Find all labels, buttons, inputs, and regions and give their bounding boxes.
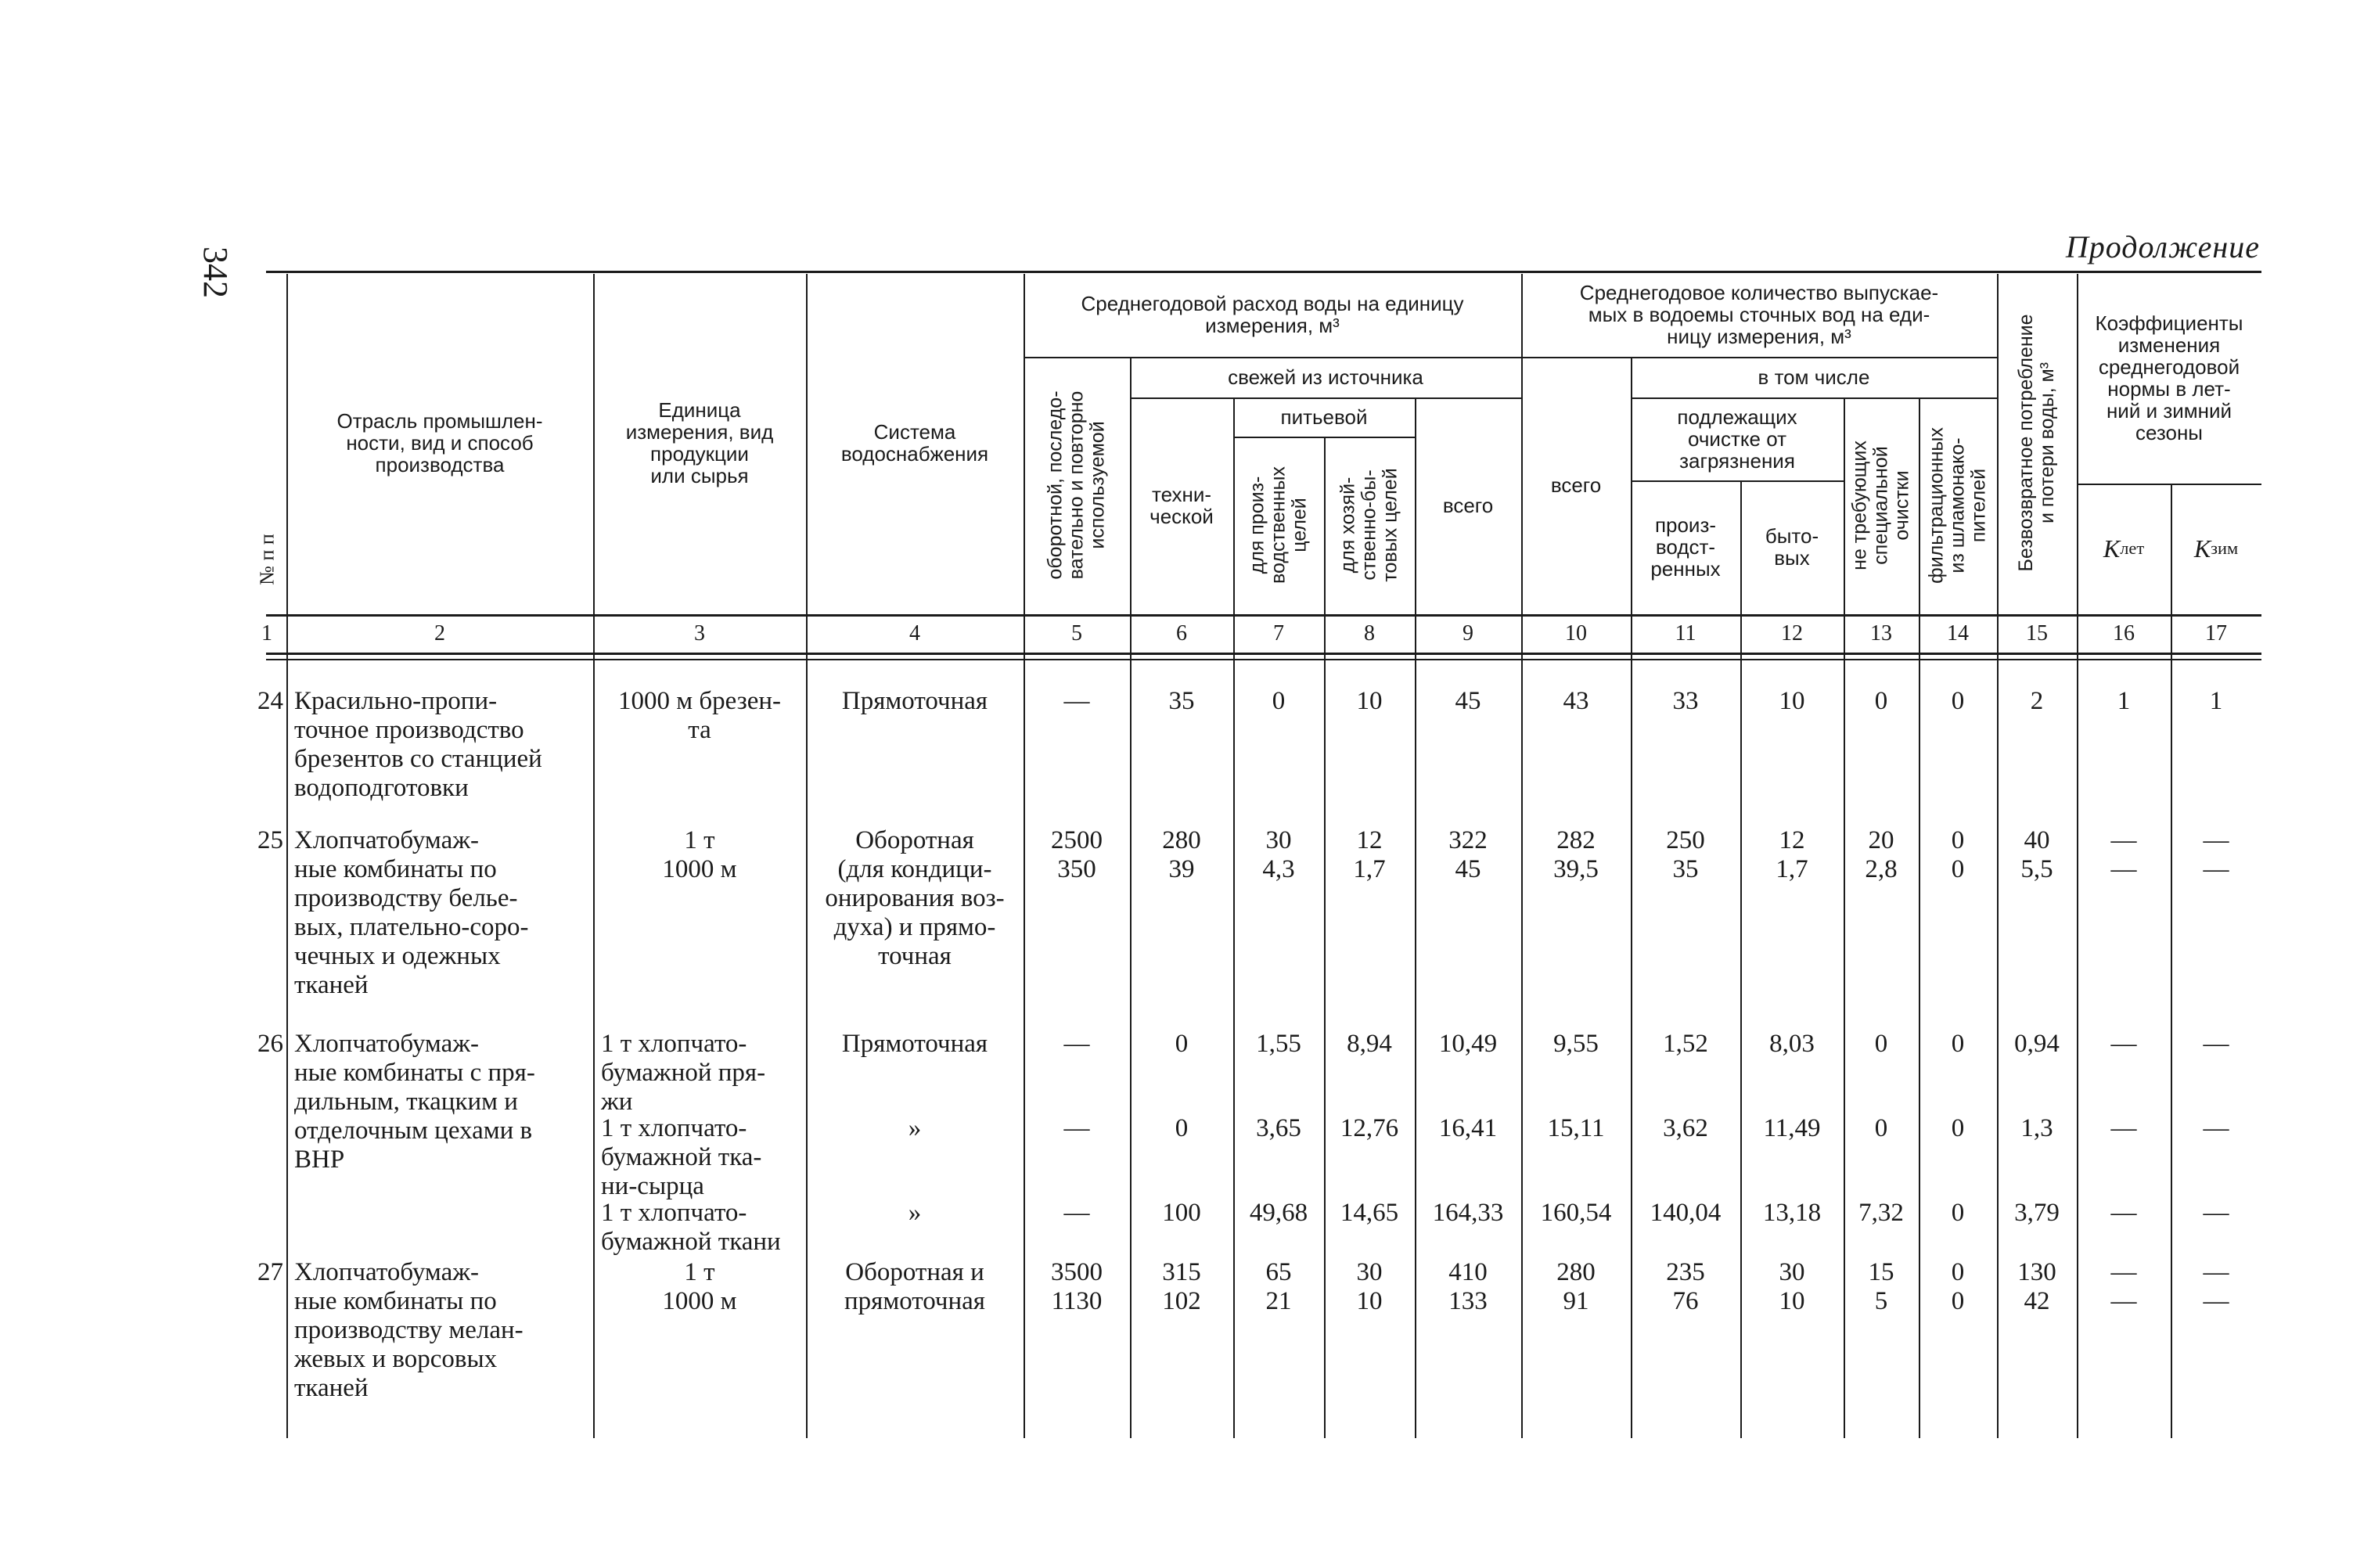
colnum-bottom-rule: [266, 653, 2261, 655]
column-rule: [593, 274, 595, 1438]
value-filtration: 0: [1951, 1199, 1965, 1227]
value-irrecoverable: 1,3: [2020, 1114, 2053, 1142]
value-k-winter: — —: [2203, 1258, 2229, 1315]
system-cell: Оборотная и прямоточная: [844, 1258, 985, 1315]
column-number: 11: [1675, 621, 1696, 646]
value-k-winter: —: [2203, 1030, 2229, 1058]
value-filtration: 0: [1951, 687, 1965, 715]
value-potable-production: 65 21: [1265, 1258, 1292, 1315]
value-filtration: 0 0: [1951, 826, 1965, 883]
header-rule: [1631, 397, 1997, 399]
row-number: 27: [257, 1258, 283, 1286]
value-potable-household: 10: [1356, 687, 1383, 715]
unit-cell: 1 т хлопчато- бумажной ткани: [601, 1199, 781, 1256]
header-no-treatment-text: не требующих специальной очистки: [1848, 441, 1913, 570]
header-industry: [286, 274, 593, 612]
value-no-treatment: 0: [1874, 1030, 1888, 1058]
column-rule: [1233, 399, 1235, 1438]
value-discharge-total: 15,11: [1547, 1114, 1605, 1142]
header-k-winter: [2171, 485, 2261, 612]
header-potable-household-text: для хозяй- ственно-бы- товых целей: [1337, 468, 1401, 582]
row-number: 26: [257, 1030, 283, 1058]
k-summer-letter: K: [2103, 534, 2121, 563]
header-treatment-group: [1631, 399, 1844, 479]
header-unit: [593, 274, 806, 612]
column-rule: [1740, 482, 1742, 1438]
system-cell: Прямоточная: [841, 1030, 988, 1058]
k-winter-letter: K: [2193, 534, 2211, 563]
header-rownum-text: № п п: [255, 534, 279, 585]
value-irrecoverable: 0,94: [2014, 1030, 2060, 1058]
value-no-treatment: 0: [1874, 687, 1888, 715]
value-potable-household: 30 10: [1356, 1258, 1383, 1315]
column-rule: [1415, 399, 1416, 1438]
column-number: 7: [1273, 621, 1284, 646]
header-filtration: [1919, 399, 1997, 612]
k-summer-subscript: лет: [2120, 538, 2145, 558]
column-rule: [1997, 274, 1999, 1438]
value-k-summer: —: [2110, 1030, 2137, 1058]
value-recirculated: —: [1063, 687, 1090, 715]
header-system-text: Система водоснабжения: [840, 420, 989, 466]
value-no-treatment: 0: [1874, 1114, 1888, 1142]
industry-cell: Красильно-пропи- точное производство брезентов со станцией водоподготовки: [294, 687, 542, 802]
column-number: 14: [1947, 621, 1969, 646]
header-potable-production: [1233, 438, 1324, 612]
column-number: 16: [2113, 621, 2135, 646]
value-filtration: 0: [1951, 1030, 1965, 1058]
value-recirculated: —: [1063, 1114, 1090, 1142]
header-discharge-total: [1521, 358, 1631, 612]
value-filtration: 0 0: [1951, 1258, 1965, 1315]
value-filtration: 0: [1951, 1114, 1965, 1142]
value-treatment-household: 10: [1779, 687, 1805, 715]
column-number: 13: [1870, 621, 1892, 646]
header-irrecoverable-text: Безвозвратное потребление и потери воды, м³: [2015, 314, 2058, 572]
value-consumption-total: 10,49: [1438, 1030, 1498, 1058]
value-irrecoverable: 40 5,5: [2020, 826, 2053, 883]
header-system: [806, 274, 1024, 612]
header-technical-text: техни- ческой: [1150, 483, 1214, 528]
header-k-summer: [2077, 485, 2171, 612]
value-no-treatment: 7,32: [1858, 1199, 1904, 1227]
header-consumption-total: [1415, 399, 1521, 612]
value-recirculated: —: [1063, 1030, 1090, 1058]
header-consumption-group: [1024, 274, 1521, 355]
column-number: 8: [1364, 621, 1375, 646]
value-technical: 100: [1162, 1199, 1201, 1227]
header-rule: [1631, 480, 1844, 482]
value-potable-production: 49,68: [1249, 1199, 1308, 1227]
value-treatment-household: 13,18: [1762, 1199, 1822, 1227]
column-number: 6: [1176, 621, 1187, 646]
value-recirculated: 3500 1130: [1051, 1258, 1103, 1315]
table-top-rule: [266, 271, 2261, 273]
column-number: 3: [694, 621, 705, 646]
unit-cell: 1 т хлопчато- бумажной пря- жи: [601, 1030, 766, 1116]
header-technical: [1130, 399, 1233, 612]
colnum-bottom-rule-2: [266, 659, 2261, 660]
header-discharge-total-text: всего: [1550, 473, 1602, 497]
unit-cell: 1 т хлопчато- бумажной тка- ни-сырца: [601, 1114, 762, 1200]
row-number: 25: [257, 826, 283, 854]
header-treatment-household-text: быто- вых: [1765, 524, 1819, 570]
column-rule: [1919, 399, 1920, 1438]
header-fresh-group: [1130, 358, 1521, 396]
page-number: 342: [196, 246, 235, 298]
value-treatment-production: 235 76: [1666, 1258, 1705, 1315]
column-rule: [286, 274, 288, 1438]
value-k-winter: — —: [2203, 826, 2229, 883]
header-rule: [1024, 357, 1521, 358]
system-cell: Оборотная (для кондици- онирования воз- духа) и прямо- точная: [825, 826, 1005, 970]
header-consumption-total-text: всего: [1442, 494, 1494, 517]
value-consumption-total: 16,41: [1438, 1114, 1498, 1142]
value-treatment-production: 33: [1672, 687, 1699, 715]
value-treatment-production: 3,62: [1663, 1114, 1708, 1142]
header-rule: [1233, 437, 1415, 438]
column-rule: [1130, 358, 1132, 1438]
header-rownum: [247, 509, 286, 610]
value-no-treatment: 20 2,8: [1865, 826, 1898, 883]
column-rule: [1631, 358, 1632, 1438]
header-bottom-rule: [266, 614, 2261, 617]
value-discharge-total: 160,54: [1540, 1199, 1612, 1227]
header-industry-text: Отрасль промышлен- ности, вид и способ производства: [336, 409, 543, 477]
header-including-group-text: в том числе: [1758, 365, 1870, 389]
value-treatment-household: 30 10: [1779, 1258, 1805, 1315]
value-k-summer: 1: [2117, 687, 2131, 715]
column-rule: [1324, 438, 1326, 1438]
column-number: 10: [1565, 621, 1587, 646]
value-potable-household: 12 1,7: [1353, 826, 1386, 883]
header-fresh-group-text: свежей из источника: [1228, 365, 1423, 389]
column-rule: [806, 274, 808, 1438]
value-no-treatment: 15 5: [1868, 1258, 1894, 1315]
header-recirculated: [1024, 358, 1130, 612]
header-potable-group-text: питьевой: [1280, 405, 1368, 429]
value-consumption-total: 164,33: [1432, 1199, 1504, 1227]
header-unit-text: Единица измерения, вид продукции или сырья: [625, 398, 774, 487]
value-recirculated: —: [1063, 1199, 1090, 1227]
k-winter-subscript: зим: [2211, 538, 2239, 558]
column-number: 17: [2205, 621, 2227, 646]
header-no-treatment: [1844, 399, 1919, 612]
header-treatment-production-text: произ- водст- ренных: [1650, 513, 1721, 581]
value-treatment-production: 250 35: [1666, 826, 1705, 883]
value-treatment-production: 1,52: [1663, 1030, 1708, 1058]
header-discharge-group: [1521, 274, 1997, 355]
value-treatment-household: 11,49: [1763, 1114, 1821, 1142]
value-potable-production: 0: [1272, 687, 1286, 715]
value-discharge-total: 43: [1563, 687, 1589, 715]
value-k-summer: —: [2110, 1199, 2137, 1227]
header-including-group: [1631, 358, 1997, 396]
column-rule: [1844, 399, 1845, 1438]
value-potable-household: 8,94: [1347, 1030, 1392, 1058]
value-technical: 315 102: [1162, 1258, 1201, 1315]
header-treatment-production: [1631, 482, 1740, 612]
header-potable-group: [1233, 399, 1415, 435]
system-cell: »: [908, 1114, 922, 1142]
header-potable-household: [1324, 438, 1415, 612]
unit-cell: 1 т 1000 м: [662, 826, 737, 883]
value-discharge-total: 9,55: [1553, 1030, 1599, 1058]
industry-cell: Хлопчатобумаж- ные комбинаты с пря- дильным, ткацким и отделочным цехами в ВНР: [294, 1030, 535, 1174]
industry-cell: Хлопчатобумаж- ные комбинаты по производству белье- вых, плательно-соро- чечных и одежных тканей: [294, 826, 529, 999]
value-irrecoverable: 2: [2030, 687, 2044, 715]
value-technical: 0: [1175, 1114, 1189, 1142]
header-rule: [1130, 397, 1521, 399]
value-consumption-total: 410 133: [1448, 1258, 1488, 1315]
value-treatment-household: 12 1,7: [1776, 826, 1808, 883]
value-discharge-total: 282 39,5: [1553, 826, 1599, 883]
column-rule: [1521, 274, 1523, 1438]
system-cell: »: [908, 1199, 922, 1227]
header-treatment-group-text: подлежащих очистке от загрязнения: [1677, 405, 1797, 473]
value-k-winter: —: [2203, 1114, 2229, 1142]
column-number: 1: [261, 621, 272, 646]
column-rule: [2171, 485, 2172, 1438]
header-consumption-group-text: Среднегодовой расход воды на единицу измерения, м³: [1081, 292, 1464, 337]
value-k-winter: 1: [2209, 687, 2223, 715]
header-coefficients-group: [2077, 274, 2261, 482]
value-irrecoverable: 130 42: [2017, 1258, 2056, 1315]
column-rule: [1024, 274, 1025, 1438]
value-treatment-production: 140,04: [1650, 1199, 1722, 1227]
value-potable-production: 30 4,3: [1262, 826, 1295, 883]
column-number: 15: [2026, 621, 2048, 646]
header-rule: [2077, 484, 2261, 485]
value-potable-household: 14,65: [1340, 1199, 1399, 1227]
header-potable-production-text: для произ- водственных целей: [1246, 466, 1311, 584]
header-filtration-text: фильтрационных из шламонако- пителей: [1925, 427, 1990, 584]
value-consumption-total: 322 45: [1448, 826, 1488, 883]
value-k-summer: — —: [2110, 1258, 2137, 1315]
header-treatment-household: [1740, 482, 1844, 612]
value-technical: 280 39: [1162, 826, 1201, 883]
value-potable-household: 12,76: [1340, 1114, 1399, 1142]
value-k-winter: —: [2203, 1199, 2229, 1227]
column-rule: [2077, 274, 2078, 1438]
value-consumption-total: 45: [1455, 687, 1481, 715]
header-recirculated-text: оборотной, последо- вательно и повторно используемой: [1044, 390, 1109, 580]
value-technical: 0: [1175, 1030, 1189, 1058]
unit-cell: 1000 м брезен- та: [617, 687, 782, 744]
unit-cell: 1 т 1000 м: [662, 1258, 737, 1315]
header-coefficients-group-text: Коэффициенты изменения среднегодовой нормы в лет- ний и зимний сезоны: [2095, 311, 2243, 444]
value-k-summer: — —: [2110, 826, 2137, 883]
column-number: 9: [1463, 621, 1473, 646]
column-number: 12: [1781, 621, 1803, 646]
continuation-label: Продолжение: [2065, 229, 2260, 264]
column-number: 5: [1071, 621, 1082, 646]
header-discharge-group-text: Среднегодовое количество выпускае- мых в водоемы сточных вод на еди- ницу измерения, м³: [1579, 281, 1939, 348]
value-technical: 35: [1168, 687, 1195, 715]
value-k-summer: —: [2110, 1114, 2137, 1142]
system-cell: Прямоточная: [841, 687, 988, 715]
value-discharge-total: 280 91: [1556, 1258, 1596, 1315]
column-number: 4: [909, 621, 920, 646]
value-potable-production: 1,55: [1256, 1030, 1301, 1058]
industry-cell: Хлопчатобумаж- ные комбинаты по производству мелан- жевых и ворсовых тканей: [294, 1258, 523, 1402]
value-recirculated: 2500 350: [1051, 826, 1103, 883]
column-number: 2: [434, 621, 445, 646]
header-rule: [1521, 357, 1997, 358]
value-potable-production: 3,65: [1256, 1114, 1301, 1142]
value-treatment-household: 8,03: [1769, 1030, 1815, 1058]
row-number: 24: [257, 687, 283, 715]
value-irrecoverable: 3,79: [2014, 1199, 2060, 1227]
header-irrecoverable: [1997, 274, 2077, 612]
